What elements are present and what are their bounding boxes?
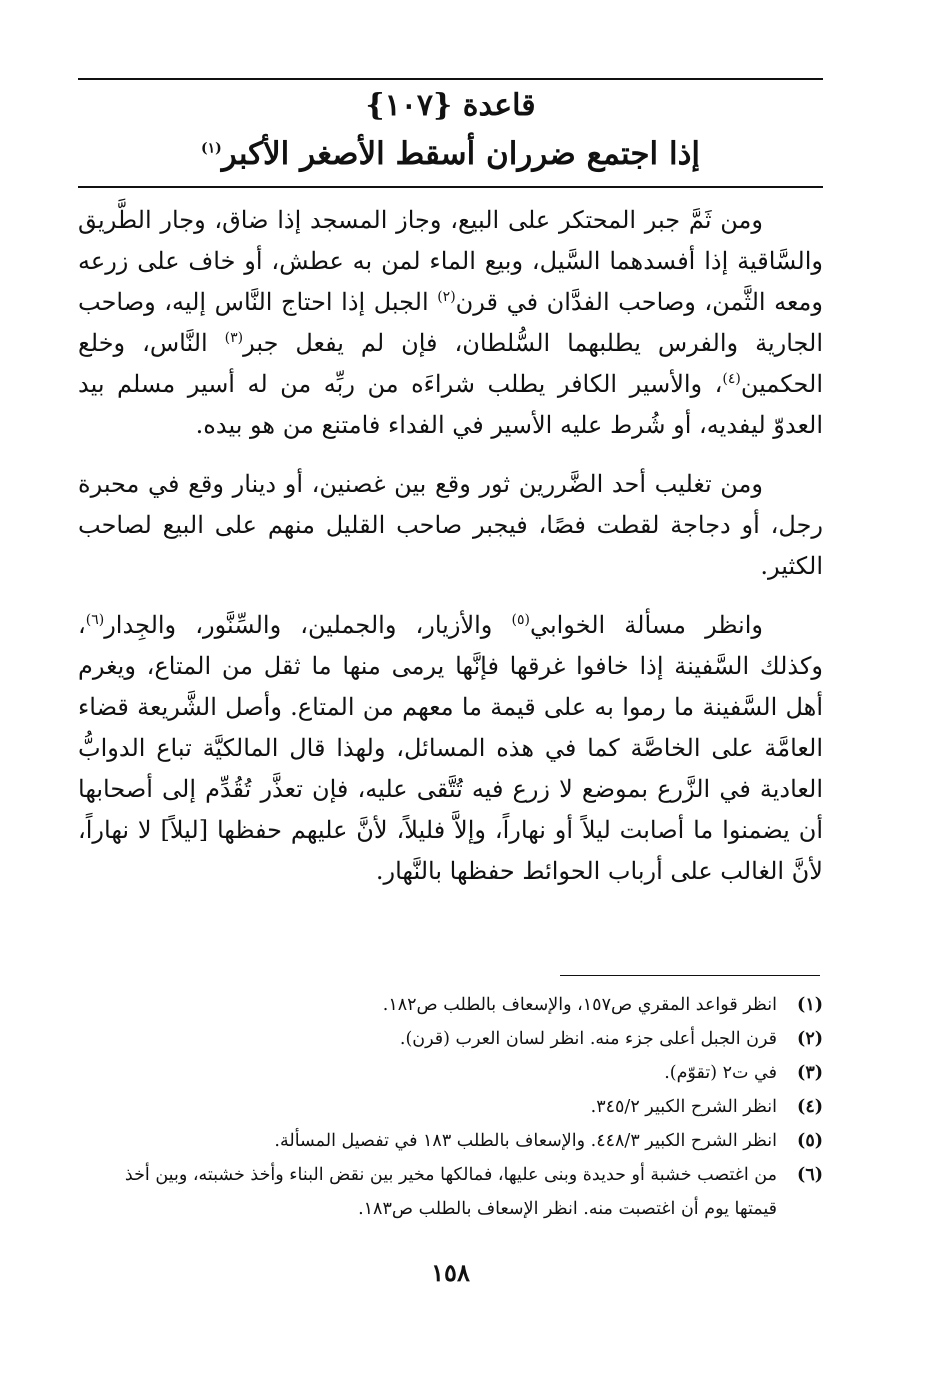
footnote-ref-6: (٦) [85, 612, 105, 628]
footnote-text: انظر الشرح الكبير ٣٤٥/٢. [590, 1097, 777, 1117]
paragraph-2: ومن تغليب أحد الضَّررين ثور وقع بين غصنين، أو دينار وقع في محبرة رجل، أو دجاجة لقطت فصًا، فيجبر صاحب القليل منهم على البيع لصاحب الكثير. [78, 470, 823, 580]
paragraph-3-part-2: والأزيار، والجملين، والسِّنَّور، والجِدار [104, 611, 512, 639]
footnote-6 [78, 1158, 823, 1226]
paragraph-1-part-4: ، والأسير الكافر يطلب شراءَه من ربِّه من له أسير مسلم بيد العدوّ ليفديه، أو شُرط عليه الأسير في الفداء فامتنع من هو بيده. [78, 370, 823, 439]
header-bottom-rule [78, 186, 823, 188]
footnote-number: (٥) [797, 1131, 823, 1151]
paragraph-1-part-2: الجبل إذا احتاج النَّاس إليه، وصاحب الجارية والفرس يطلبهما السُّلطان، فإن لم يفعل جبر [78, 288, 823, 357]
rule-statement-text: إذا اجتمع ضرران أسقط الأصغر الأكبر [221, 136, 700, 172]
footnotes [78, 988, 823, 1226]
paragraph-1 [78, 200, 823, 446]
footnote-ref-2: (٢) [437, 289, 456, 305]
footnote-number: (٦) [797, 1165, 823, 1185]
paragraph-3 [78, 605, 823, 892]
rule-title: قاعدة {١٠٧} [365, 88, 536, 123]
paragraph-1-part-1: ومن ثَمَّ جبر المحتكر على البيع، وجاز المسجد إذا ضاق، وجار الطَّريق والسَّاقية إذا أفسدهما السَّيل، وبيع الماء لمن به عطش، أو خاف على زرعه ومعه الثَّمن، وصاحب الفدَّان في قرن [78, 206, 823, 316]
footnote-ref-5: (٥) [511, 612, 530, 628]
footnote-number: (٣) [797, 1063, 823, 1083]
footnote-ref-1: (١) [201, 140, 222, 157]
footnote-text: قرن الجبل أعلى جزء منه. انظر لسان العرب (قرن). [399, 1029, 777, 1049]
footnote-5 [78, 1124, 823, 1158]
paragraph-3-part-1: وانظر مسألة الخوابي [529, 611, 763, 639]
footnote-4 [78, 1090, 823, 1124]
paragraph-1-part-3: النَّاس، وخلع الحكمين [78, 329, 823, 398]
footnote-number: (١) [797, 995, 823, 1015]
header-top-rule [78, 78, 823, 80]
footnote-ref-3: (٣) [224, 330, 244, 346]
footnote-3 [78, 1056, 823, 1090]
paragraph-3-part-3: ، وكذلك السَّفينة إذا خافوا غرقها فإنَّها يرمى منها ما ثقل من المتاع، ويغرم أهل السَّفينة ما رموا به على قيمة ما معهم من المتاع. وأصل الشَّريعة قضاء العامَّة على الخاصَّة كما في هذه المسائل، ولهذا قال المالكيَّة تباع الدوابُّ العادية في الزَّرع بموضع لا زرع فيه تُتَّقى عليه، فإن تعذَّر تُقُدِّم إلى أصحابها أن يضمنوا ما أصابت ليلاً أو نهاراً، وإلاَّ فليلاً، لأنَّ عليهم حفظها [ليلاً] لا نهاراً، لأنَّ الغالب على أرباب الحوائط حفظها بالنَّهار. [78, 611, 823, 885]
footnote-ref-4: (٤) [722, 371, 741, 387]
footnote-text: من اغتصب خشبة أو حديدة وبنى عليها، فمالكها مخير بين نقض البناء وأخذ خشبته، وبين أخذ قيمتها يوم أن اغتصبت منه. انظر الإسعاف بالطلب ص١٨٣. [124, 1165, 777, 1219]
page-number: ١٥٨ [431, 1258, 470, 1287]
footnote-1 [78, 988, 823, 1022]
footnote-text: انظر الشرح الكبير ٤٤٨/٣. والإسعاف بالطلب ١٨٣ في تفصيل المسألة. [274, 1131, 777, 1151]
footnote-number: (٤) [797, 1097, 823, 1117]
footnote-text: انظر قواعد المقري ص١٥٧، والإسعاف بالطلب ص١٨٢. [382, 995, 777, 1015]
main-text [78, 200, 823, 910]
footnote-text: في ت٢ (تقوّم). [664, 1063, 777, 1083]
footnote-2 [78, 1022, 823, 1056]
rule-statement [78, 132, 823, 176]
footnote-number: (٢) [797, 1029, 823, 1049]
footnote-separator [560, 975, 820, 976]
